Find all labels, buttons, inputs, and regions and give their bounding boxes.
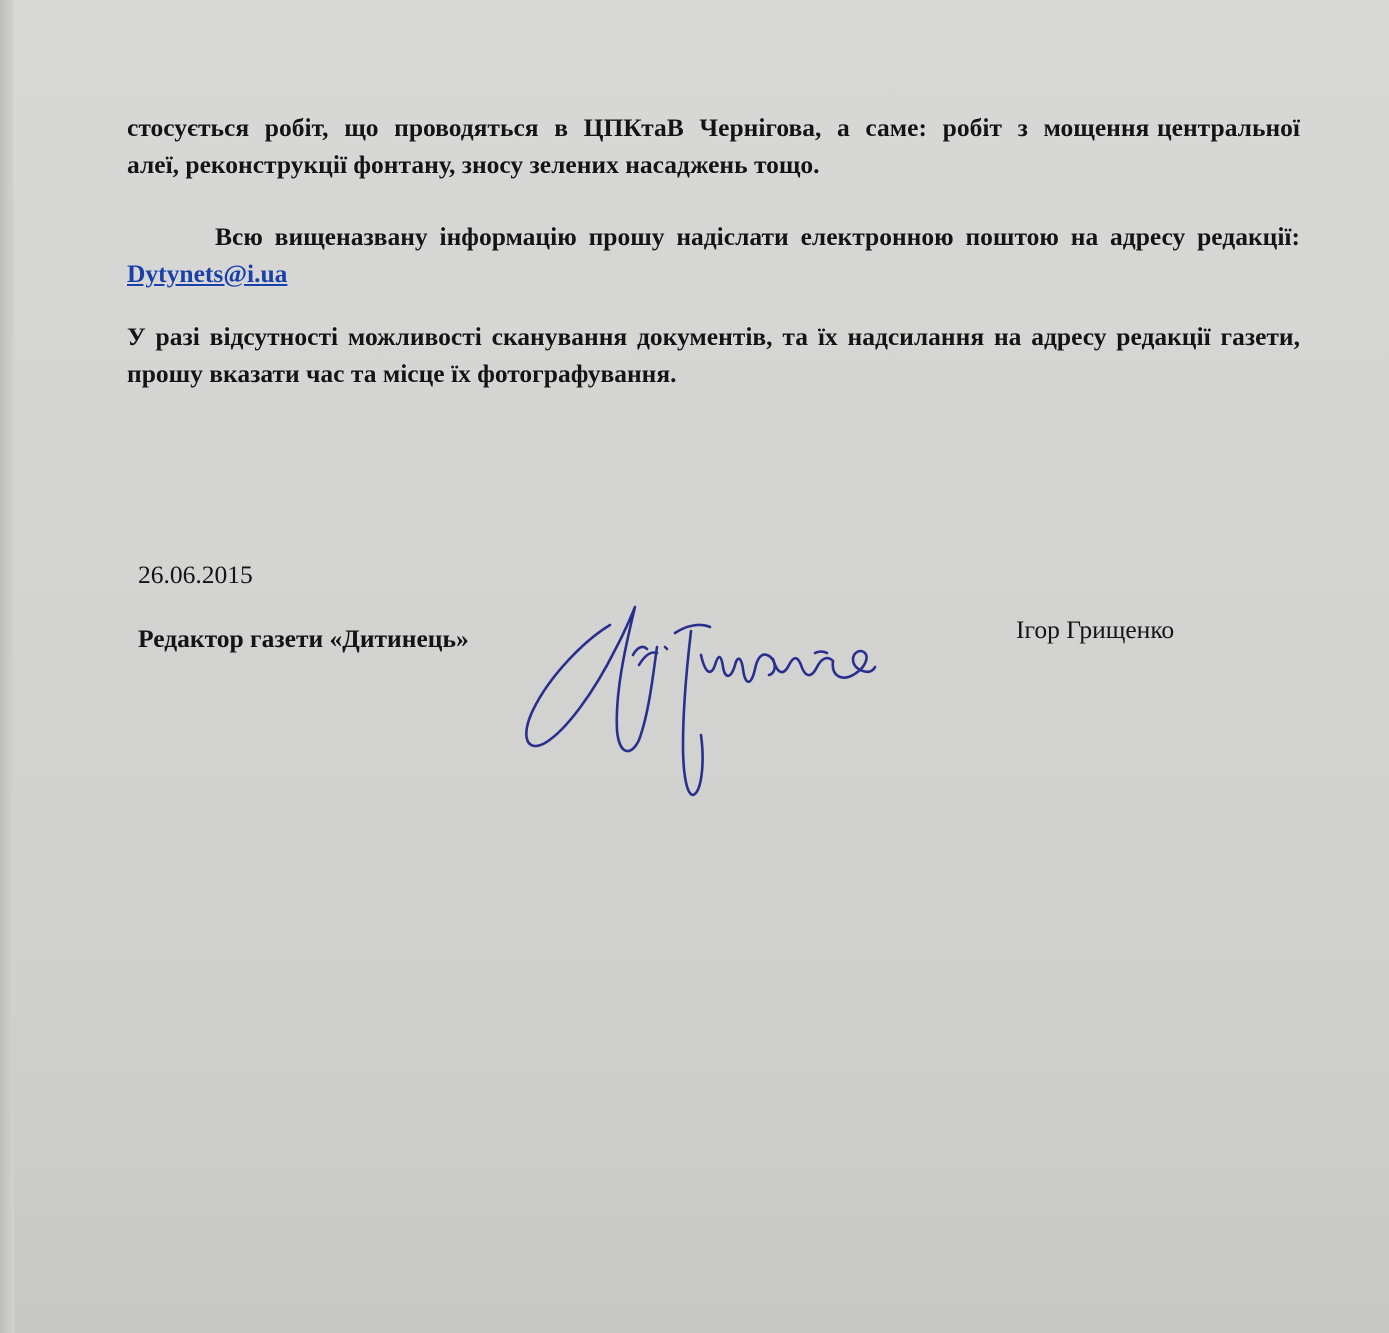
paragraph-request — [127, 218, 1300, 292]
signer-position: Редактор газети «Дитинець» — [138, 624, 469, 653]
paragraph-works-line1: стосується робіт, що проводяться в ЦПКтаВ Чернігова, а саме: робіт з мощення — [127, 113, 1150, 142]
email-link[interactable]: Dytynets@i.ua — [127, 259, 288, 288]
paragraph-scanning-text: У разі відсутності можливості сканування документів, та їх надсилання на адресу редакції газети, прошу вказати час та місце їх фотографування. — [127, 322, 1300, 388]
signer-name: Ігор Грищенко — [1016, 615, 1175, 644]
paragraph-request-text: Всю вищеназвану інформацію прошу надіслати електронною поштою на адресу редакції: — [215, 222, 1300, 251]
handwritten-signature — [515, 595, 885, 805]
paragraph-works — [127, 109, 1300, 183]
page-edge — [0, 0, 14, 1333]
paragraph-works-line2: центральної алеї, реконструкції фонтану, зносу зелених насаджень тощо. — [127, 113, 1300, 179]
document-date: 26.06.2015 — [138, 560, 253, 589]
paragraph-scanning — [127, 318, 1300, 392]
